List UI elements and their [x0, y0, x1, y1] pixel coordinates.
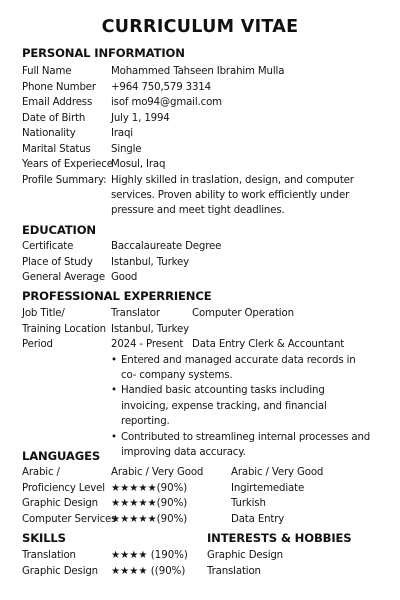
field-value: July 1, 1994	[111, 112, 170, 124]
languages-heading: LANGUAGES	[22, 449, 101, 463]
languages-row	[0, 465, 400, 481]
field-label: Place of Study	[22, 256, 93, 268]
field-value: Single	[111, 143, 142, 155]
languages-cell: Proficiency Level	[22, 482, 105, 494]
job-title-label: Job Title/	[22, 308, 65, 319]
star-rating: ★★★★ ((90%)	[111, 565, 186, 577]
star-rating: ★★★★★(90%)	[111, 513, 188, 525]
interest-item: Translation	[207, 565, 261, 577]
field-label: Years of Experiece	[22, 159, 113, 170]
experience-row	[0, 337, 400, 353]
personal-row	[0, 142, 400, 158]
languages-cell: Arabic / Very Good	[111, 467, 204, 478]
job-title-value: Translator	[111, 308, 160, 319]
field-label: Nationality	[22, 128, 76, 139]
training-location-label: Training Location	[22, 323, 106, 335]
experience-heading: PROFESSIONAL EXPERRIENCE	[22, 289, 212, 303]
field-value: Iraqi	[111, 128, 133, 139]
field-value: Mohammed Tahseen Ibrahim Mulla	[111, 66, 285, 77]
personal-row	[0, 126, 400, 142]
training-location-value: Istanbul, Turkey	[111, 323, 189, 335]
skills-row	[0, 564, 400, 580]
field-value: Baccalaureate Degree	[111, 241, 222, 252]
star-rating: ★★★★★(90%)	[111, 498, 188, 509]
field-label: Marital Status	[22, 143, 91, 155]
education-row	[0, 239, 400, 255]
field-value: Mosul, Iraq	[111, 159, 166, 170]
field-label: General Average	[22, 272, 105, 283]
star-rating: ★★★★ (190%)	[111, 550, 188, 561]
personal-row	[0, 95, 400, 111]
personal-heading: PERSONAL INFORMATION	[22, 46, 185, 60]
languages-row	[0, 496, 400, 512]
skill-name: Graphic Design	[22, 565, 98, 577]
field-value: isof mo94@gmail.com	[111, 97, 222, 108]
interests-heading: INTERESTS & HOBBIES	[207, 531, 352, 545]
languages-cell: Turkish	[231, 498, 266, 509]
period-label: Period	[22, 339, 53, 350]
profile-summary-label: Profile Summary:	[22, 174, 107, 186]
personal-row	[0, 157, 400, 173]
personal-row	[0, 111, 400, 127]
languages-row	[0, 512, 400, 528]
period-value: 2024 - Present	[111, 339, 184, 350]
interest-item: Graphic Design	[207, 550, 283, 561]
experience-bullets	[111, 353, 373, 461]
education-row	[0, 255, 400, 271]
languages-cell: Computer Services	[22, 513, 117, 525]
personal-row	[0, 80, 400, 96]
languages-cell: Ingirtemediate	[231, 482, 305, 494]
field-value: Istanbul, Turkey	[111, 256, 189, 268]
education-heading: EDUCATION	[22, 223, 96, 237]
period-role: Data Entry Clerk & Accountant	[192, 339, 345, 350]
field-label: Email Address	[22, 97, 93, 108]
field-label: Certificate	[22, 241, 74, 252]
list-item: • Entered and managed accurate data records in co- company systems.	[111, 353, 373, 384]
skill-name: Translation	[22, 550, 76, 561]
skills-heading: SKILLS	[22, 531, 66, 545]
languages-cell: Arabic /	[22, 467, 60, 478]
list-item: • Contributed to streamlineg internal processes and improving data accuracy.	[111, 430, 373, 461]
languages-cell: Arabic / Very Good	[231, 467, 324, 478]
list-item: • Handied basic atcounting tasks including invoicing, expense tracking, and financial reporting.	[111, 383, 373, 429]
personal-row	[0, 64, 400, 80]
field-value: Good	[111, 272, 138, 283]
languages-cell: Graphic Design	[22, 498, 98, 509]
cv-title: CURRICULUM VITAE	[101, 17, 299, 37]
profile-summary-text: Highly skilled in traslation, design, and computer services. Proven ability to work efficiently under pressure and meet tight deadlines.	[111, 174, 354, 217]
experience-row	[0, 306, 400, 322]
field-label: Date of Birth	[22, 112, 86, 124]
experience-row	[0, 322, 400, 338]
field-value: +964 750,579 3314	[111, 81, 211, 93]
field-label: Full Name	[22, 66, 72, 77]
languages-row	[0, 481, 400, 497]
skills-row	[0, 548, 400, 564]
job-title-value-2: Computer Operation	[192, 308, 294, 319]
education-row	[0, 270, 400, 286]
star-rating: ★★★★★(90%)	[111, 482, 188, 494]
languages-cell: Data Entry	[231, 513, 285, 525]
field-label: Phone Number	[22, 81, 96, 93]
